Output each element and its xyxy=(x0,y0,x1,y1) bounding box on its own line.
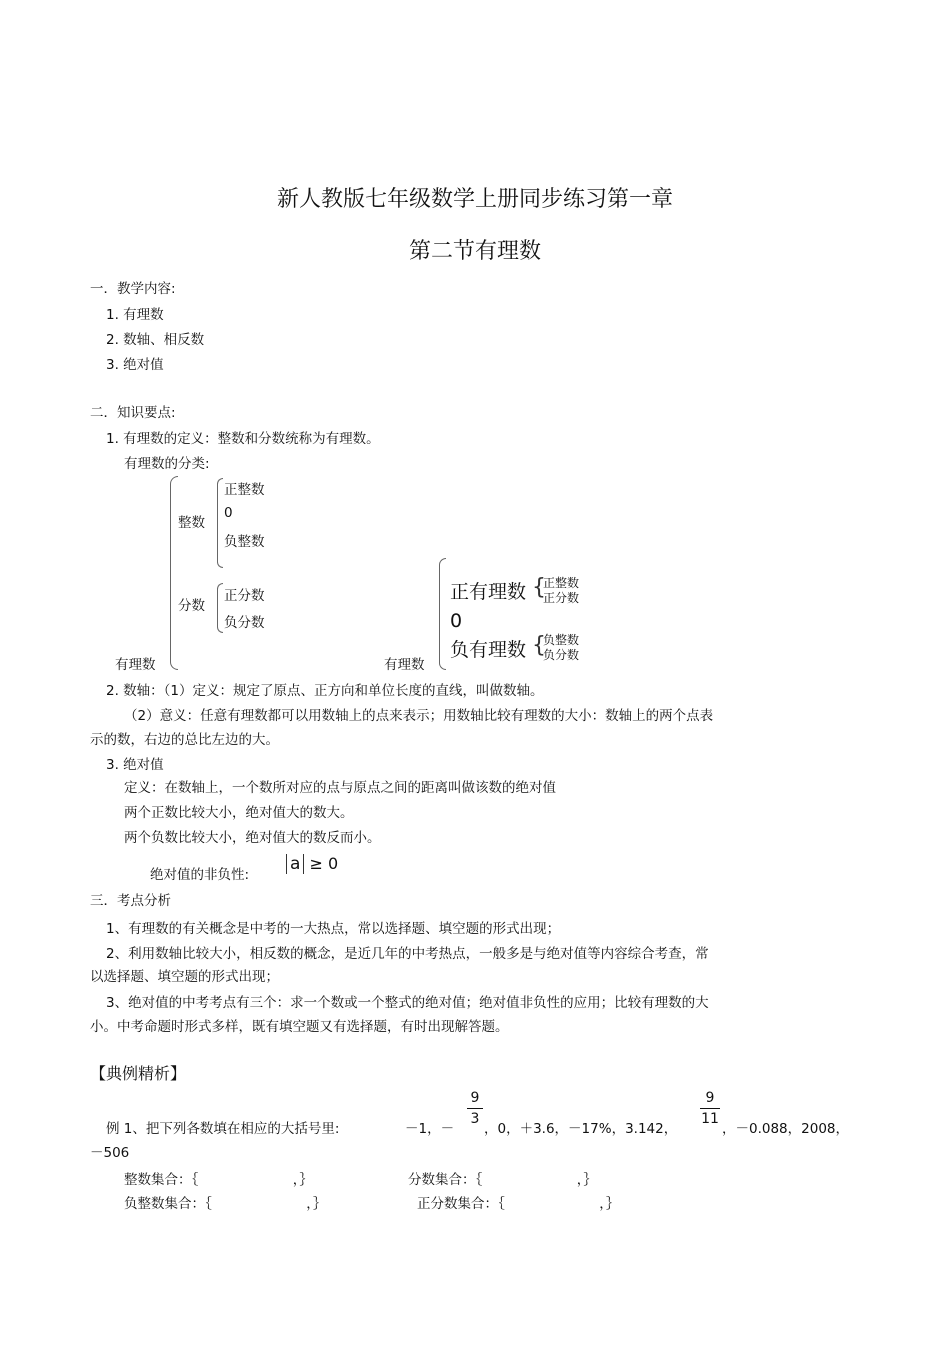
section2-heading: 二．知识要点: xyxy=(90,405,176,421)
integer-label: 整数 xyxy=(178,515,205,531)
tree2-root: 有理数 xyxy=(384,657,425,673)
positive-fraction-set: 正分数集合：｛ ，｝ xyxy=(417,1196,620,1212)
example1-number: ，0，＋3.6，－17%，3.142， xyxy=(484,1121,678,1137)
negative-rational-label: 负有理数 xyxy=(450,639,527,661)
fraction-label: 分数 xyxy=(178,598,205,614)
analysis-paragraph-cont: 小。中考命题时形式多样，既有填空题又有选择题，有时出现解答题。 xyxy=(90,1019,509,1035)
number-line-meaning: （2）意义：任意有理数都可以用数轴上的点来表示；用数轴比较有理数的大小：数轴上的两个点表 xyxy=(124,708,714,724)
examples-heading: 【典例精析】 xyxy=(90,1064,187,1083)
fraction-child: 正分数 xyxy=(224,588,265,604)
example1-number-cont: －506 xyxy=(90,1145,130,1161)
positive-rational-label: 正有理数 xyxy=(450,581,527,603)
integer-brace xyxy=(217,478,223,568)
brace-icon: { xyxy=(532,575,546,600)
integer-child: 正整数 xyxy=(224,482,265,498)
example1-number: －1，－ xyxy=(405,1121,455,1137)
absolute-value-heading: 3. 绝对值 xyxy=(106,757,164,773)
integer-child: 负整数 xyxy=(224,534,265,550)
brace-icon: { xyxy=(532,633,546,658)
tree1-root: 有理数 xyxy=(115,657,156,673)
classification-label: 有理数的分类: xyxy=(124,456,210,472)
absolute-value-line: 两个正数比较大小，绝对值大的数大。 xyxy=(124,805,354,821)
analysis-paragraph: 3、绝对值的中考考点有三个：求一个数或一个整式的绝对值；绝对值非负性的应用；比较有理数的大 xyxy=(106,995,709,1011)
fraction-set: 分数集合：｛ ，｝ xyxy=(408,1172,597,1188)
number-line-definition: 2. 数轴：（1）定义：规定了原点、正方向和单位长度的直线，叫做数轴。 xyxy=(106,683,544,699)
positive-child: 正整数 xyxy=(543,576,580,590)
fraction-9-11: 9 11 xyxy=(701,1090,719,1127)
integer-child: 0 xyxy=(224,505,233,521)
analysis-paragraph: 2、利用数轴比较大小，相反数的概念，是近几年的中考热点，一般多是与绝对值等内容综合考查，常 xyxy=(106,946,709,962)
tree2-brace xyxy=(439,558,446,670)
positive-child: 正分数 xyxy=(543,591,580,605)
fraction-child: 负分数 xyxy=(224,615,265,631)
geq-zero: ≥ 0 xyxy=(309,854,339,873)
example1-number: ，－0.088，2008， xyxy=(722,1121,850,1137)
analysis-paragraph: 1、有理数的有关概念是中考的一大热点，常以选择题、填空题的形式出现； xyxy=(106,921,561,937)
nonnegativity-label: 绝对值的非负性: xyxy=(150,867,250,883)
negative-child: 负分数 xyxy=(543,648,580,662)
negative-integer-set: 负整数集合：｛ ，｝ xyxy=(124,1196,327,1212)
absolute-a: a xyxy=(286,854,304,874)
section1-heading: 一．教学内容: xyxy=(90,281,176,297)
section1-item: 2. 数轴、相反数 xyxy=(106,332,205,348)
analysis-paragraph-cont: 以选择题、填空题的形式出现； xyxy=(90,969,279,985)
number-line-meaning-cont: 示的数，右边的总比左边的大。 xyxy=(90,732,279,748)
integer-set: 整数集合：｛ ，｝ xyxy=(124,1172,313,1188)
outer-brace xyxy=(170,476,178,670)
zero-label: 0 xyxy=(450,610,463,632)
negative-child: 负整数 xyxy=(543,633,580,647)
example1-prompt: 例 1、把下列各数填在相应的大括号里: xyxy=(106,1121,340,1137)
absolute-value-line: 两个负数比较大小，绝对值大的数反而小。 xyxy=(124,830,381,846)
absolute-value-line: 定义：在数轴上，一个数所对应的点与原点之间的距离叫做该数的绝对值 xyxy=(124,780,556,796)
section3-heading: 三．考点分析 xyxy=(90,893,171,909)
section1-item: 1. 有理数 xyxy=(106,307,164,323)
page-title: 新人教版七年级数学上册同步练习第一章 xyxy=(276,187,673,212)
fraction-9-3: 9 3 xyxy=(467,1090,483,1127)
rational-definition: 1. 有理数的定义：整数和分数统称为有理数。 xyxy=(106,431,380,447)
nonnegativity-formula xyxy=(286,854,338,874)
fraction-brace xyxy=(217,583,223,633)
section1-item: 3. 绝对值 xyxy=(106,357,164,373)
page-subtitle: 第二节有理数 xyxy=(408,239,541,264)
